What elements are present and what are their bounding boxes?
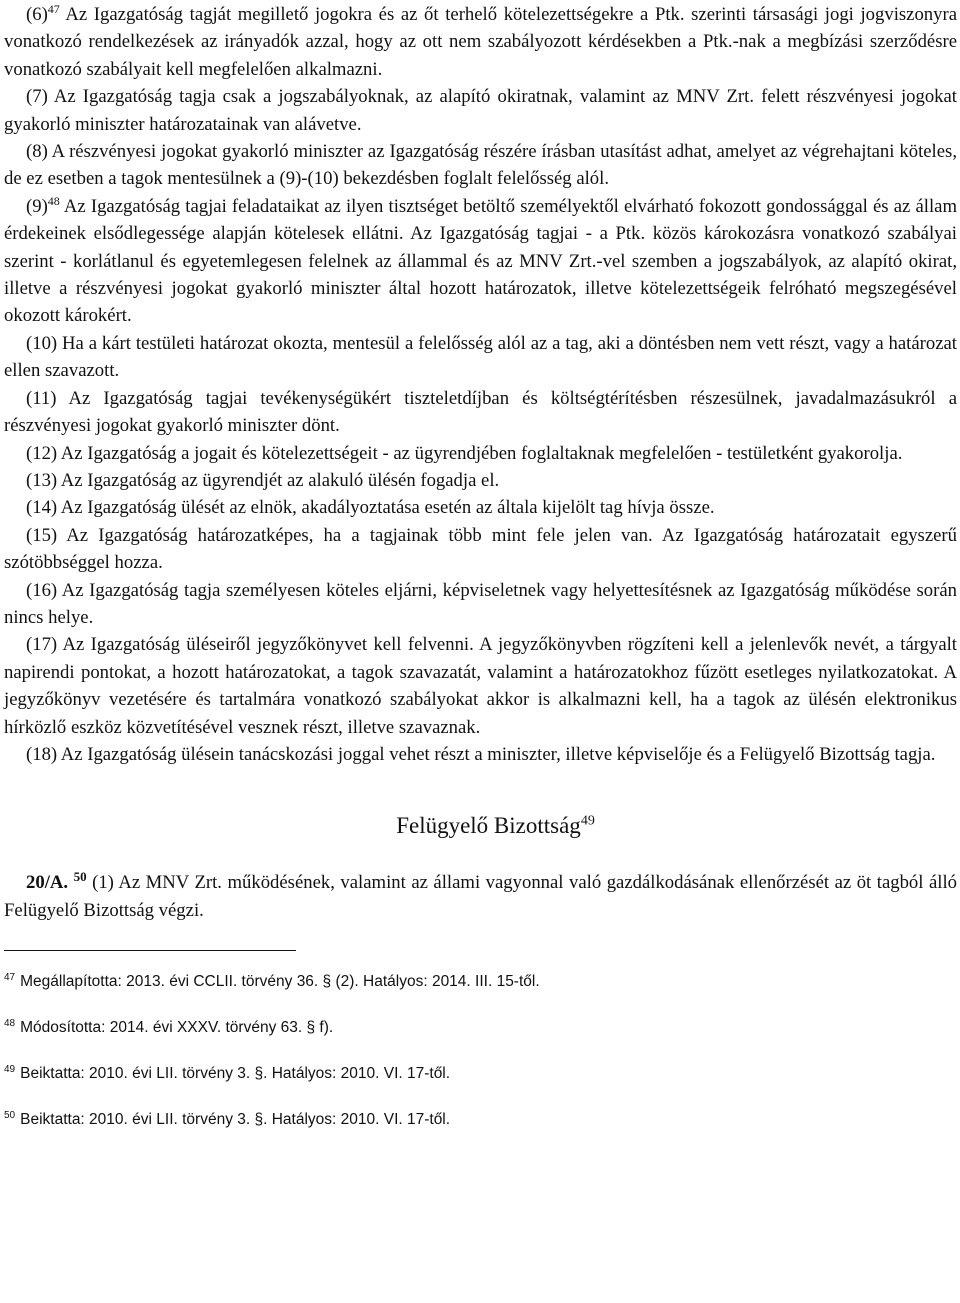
paragraph-16: (16) Az Igazgatóság tagja személyesen köteles eljárni, képviseletnek vagy helyettesítésnek az Igazgatóság működése során nincs helye. <box>4 579 957 628</box>
paragraph-13: (13) Az Igazgatóság az ügyrendjét az alakuló ülésén fogadja el. <box>26 469 500 491</box>
paragraph-18: (18) Az Igazgatóság ülésein tanácskozási joggal vehet részt a miniszter, illetve képviselője és a Felügyelő Bizottság tagja. <box>26 743 936 765</box>
section-number: 20/A. <box>26 872 69 894</box>
paragraph-text: Az Igazgatóság tagjai feladataikat az ilyen tisztséget betöltő személyektől elvárható fokozott gondossággal és az állam érdekeinek elsődlegessége alapján kötelesek ellátni. Az Igazgatóság tagjai - a Ptk. közös károkozásra vonatkozó szabályai szerint - korlátlanul és egyetemlegesen felelnek az állammal és az MNV Zrt.-vel szemben a jogszabályok, az alapító okirat, illetve a részvényesi jogokat gyakorló miniszter által hozott határozatok, illetve kötelezettségeik felróható megszegésével okozott károkért. <box>4 195 957 327</box>
section-text: (1) Az MNV Zrt. működésének, valamint az állami vagyonnal való gazdálkodásának ellenőrzését az öt tagból álló Felügyelő Bizottság végzi. <box>4 872 958 921</box>
document-page <box>4 0 957 1153</box>
paragraph-6 <box>4 0 957 83</box>
section-20a <box>4 869 957 924</box>
paragraph-17: (17) Az Igazgatóság üléseiről jegyzőkönyvet kell felvenni. A jegyzőkönyvben rögzíteni kell a jelenlevők nevét, a tárgyalt napirendi pontokat, a hozott határozatokat, a tagok szavazatát, valamint a határozatokhoz fűzött esetleges nyilatkozatokat. A jegyzőkönyv vezetésére és tartalmára vonatkozó szabályokat akkor is alkalmazni kell, ha a tagok az ülésén elektronikus hírközlő eszköz közvetítésével vesznek részt, illetve szavaznak. <box>4 634 957 738</box>
footnote-number: 49 <box>4 1064 16 1076</box>
footnote-text: Beiktatta: 2010. évi LII. törvény 3. §. Hatályos: 2010. VI. 17-től. <box>20 1065 451 1083</box>
paragraph-12: (12) Az Igazgatóság a jogait és kötelezettségeit - az ügyrendjében foglaltaknak megfelelően - testületként gyakorolja. <box>26 442 903 464</box>
footnotes <box>4 969 957 1133</box>
heading-text: Felügyelő Bizottság <box>396 813 581 839</box>
footnote-separator <box>4 950 296 951</box>
body-text <box>4 0 957 924</box>
footnote-ref-49[interactable]: 49 <box>580 813 595 829</box>
paragraph-number: (9) <box>26 195 48 217</box>
section-heading <box>4 812 957 840</box>
footnote-49 <box>4 1061 957 1087</box>
paragraph-number: (6) <box>26 4 48 25</box>
footnote-48 <box>4 1015 957 1041</box>
footnote-number: 48 <box>4 1018 16 1030</box>
paragraph-14: (14) Az Igazgatóság ülését az elnök, akadályoztatása esetén az általa kijelölt tag hívja össze. <box>26 497 715 519</box>
footnote-text: Megállapította: 2013. évi CCLII. törvény 36. § (2). Hatályos: 2014. III. 15-től. <box>20 973 540 991</box>
paragraph-11: (11) Az Igazgatóság tagjai tevékenységükért tiszteletdíjban és költségtérítésben részesülnek, javadalmazásukról a részvényesi jogokat gyakorló miniszter dönt. <box>4 387 957 437</box>
paragraph-9 <box>4 193 957 330</box>
footnote-ref-47[interactable]: 47 <box>47 1 60 16</box>
footnote-ref-50[interactable]: 50 <box>73 869 87 885</box>
footnote-47 <box>4 969 957 995</box>
paragraph-10: (10) Ha a kárt testületi határozat okozta, mentesül a felelősség alól az a tag, aki a döntésben nem vett részt, vagy a határozat ellen szavazott. <box>4 332 957 382</box>
footnote-number: 47 <box>4 972 16 984</box>
paragraph-7: (7) Az Igazgatóság tagja csak a jogszabályoknak, az alapító okiratnak, valamint az MNV Zrt. felett részvényesi jogokat gyakorló miniszter határozatainak van alávetve. <box>4 86 957 135</box>
footnote-text: Beiktatta: 2010. évi LII. törvény 3. §. Hatályos: 2010. VI. 17-től. <box>20 1111 451 1129</box>
paragraph-text: Az Igazgatóság tagját megillető jogokra és az őt terhelő kötelezettségekre a Ptk. szerinti társasági jogi jogviszonyra vonatkozó rendelkezések az irányadók azzal, hogy az ott nem szabályozott kérdésekben a Ptk.-nak a megbízási szerződésre vonatkozó szabályait kell megfelelően alkalmazni. <box>4 4 957 80</box>
paragraph-15: (15) Az Igazgatóság határozatképes, ha a tagjainak több mint fele jelen van. Az Igazgatóság határozatait egyszerű szótöbbséggel hozza. <box>4 524 957 574</box>
footnote-number: 50 <box>4 1110 16 1122</box>
footnote-text: Módosította: 2014. évi XXXV. törvény 63. § f). <box>20 1019 334 1037</box>
footnote-50 <box>4 1107 957 1133</box>
paragraph-8: (8) A részvényesi jogokat gyakorló miniszter az Igazgatóság részére írásban utasítást adhat, amelyet az végrehajtani köteles, de ez esetben a tagok mentesülnek a (9)-(10) bekezdésben foglalt felelősség alól. <box>4 141 957 190</box>
footnote-ref-48[interactable]: 48 <box>47 193 60 208</box>
